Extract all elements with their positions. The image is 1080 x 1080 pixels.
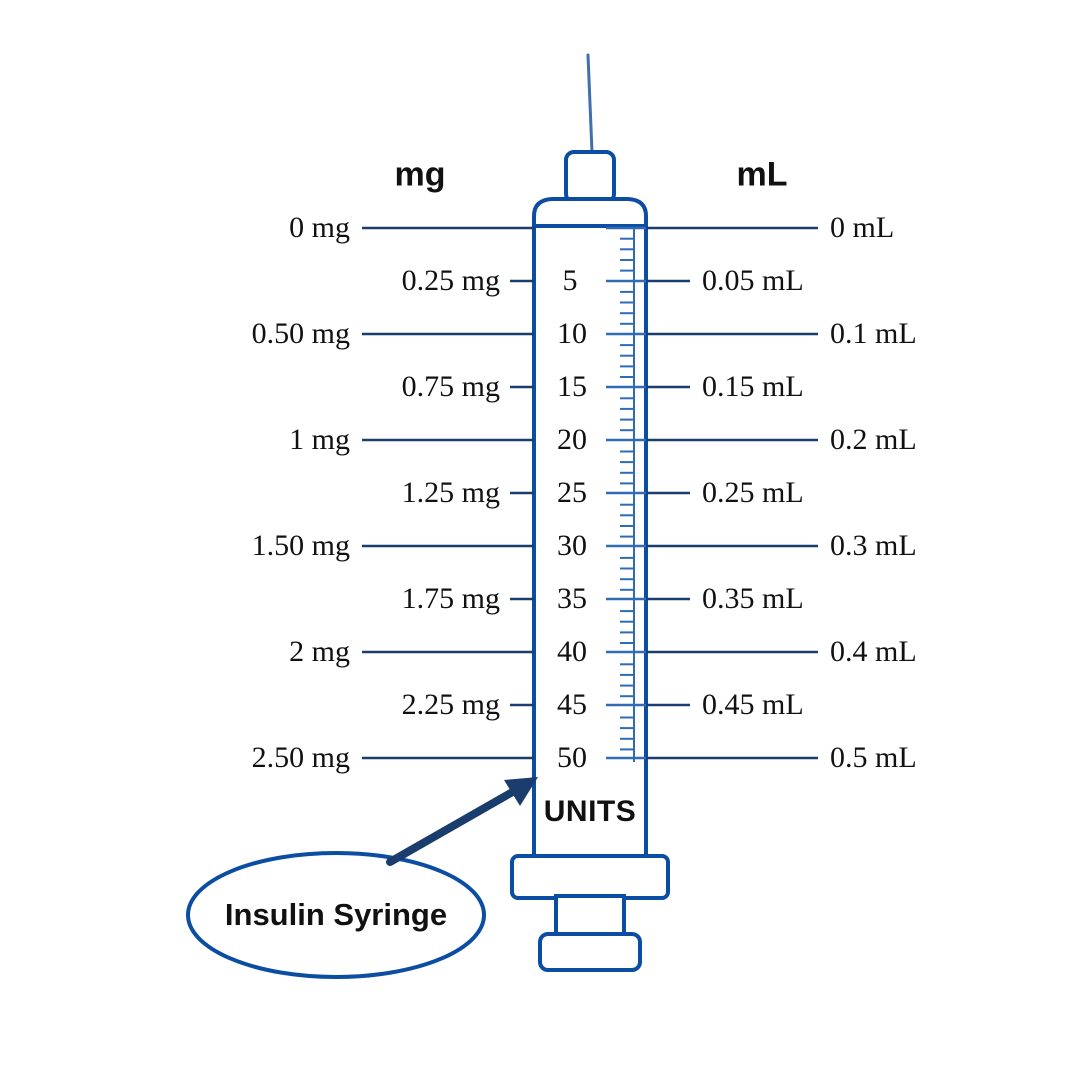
units-caption: UNITS	[543, 795, 637, 828]
mg-label-9: 2.25 mg	[401, 688, 500, 721]
unit-number-35: 35	[557, 582, 587, 615]
mg-label-8: 2 mg	[289, 635, 350, 668]
unit-number-20: 20	[557, 423, 587, 456]
needle-icon	[588, 55, 592, 152]
ml-label-0: 0 mL	[830, 211, 895, 244]
header-ml: mL	[736, 155, 788, 194]
mg-label-0: 0 mg	[289, 211, 350, 244]
unit-number-30: 30	[557, 529, 587, 562]
ml-label-1: 0.05 mL	[702, 264, 804, 297]
ml-label-6: 0.3 mL	[830, 529, 917, 562]
mg-label-5: 1.25 mg	[401, 476, 500, 509]
mg-label-4: 1 mg	[289, 423, 350, 456]
callout-label: Insulin Syringe	[224, 897, 448, 932]
header-mg: mg	[394, 155, 446, 194]
ml-label-3: 0.15 mL	[702, 370, 804, 403]
ml-label-5: 0.25 mL	[702, 476, 804, 509]
ml-label-8: 0.4 mL	[830, 635, 917, 668]
mg-label-3: 0.75 mg	[401, 370, 500, 403]
syringe-flange	[512, 856, 668, 898]
mg-label-1: 0.25 mg	[401, 264, 500, 297]
mg-label-10: 2.50 mg	[251, 741, 350, 774]
plunger-thumb-rest	[540, 934, 640, 970]
ml-label-10: 0.5 mL	[830, 741, 917, 774]
unit-number-10: 10	[557, 317, 587, 350]
unit-number-5: 5	[562, 264, 578, 297]
ml-label-2: 0.1 mL	[830, 317, 917, 350]
unit-number-15: 15	[557, 370, 587, 403]
barrel-shoulder	[534, 199, 646, 228]
ml-label-9: 0.45 mL	[702, 688, 804, 721]
callout-arrow-icon	[390, 777, 538, 862]
ml-label-7: 0.35 mL	[702, 582, 804, 615]
unit-number-50: 50	[557, 741, 587, 774]
unit-number-45: 45	[557, 688, 587, 721]
needle-hub	[566, 152, 614, 202]
syringe-barrel	[534, 226, 646, 860]
mg-label-7: 1.75 mg	[401, 582, 500, 615]
unit-number-25: 25	[557, 476, 587, 509]
unit-number-40: 40	[557, 635, 587, 668]
ml-label-4: 0.2 mL	[830, 423, 917, 456]
mg-label-2: 0.50 mg	[251, 317, 350, 350]
mg-label-6: 1.50 mg	[251, 529, 350, 562]
